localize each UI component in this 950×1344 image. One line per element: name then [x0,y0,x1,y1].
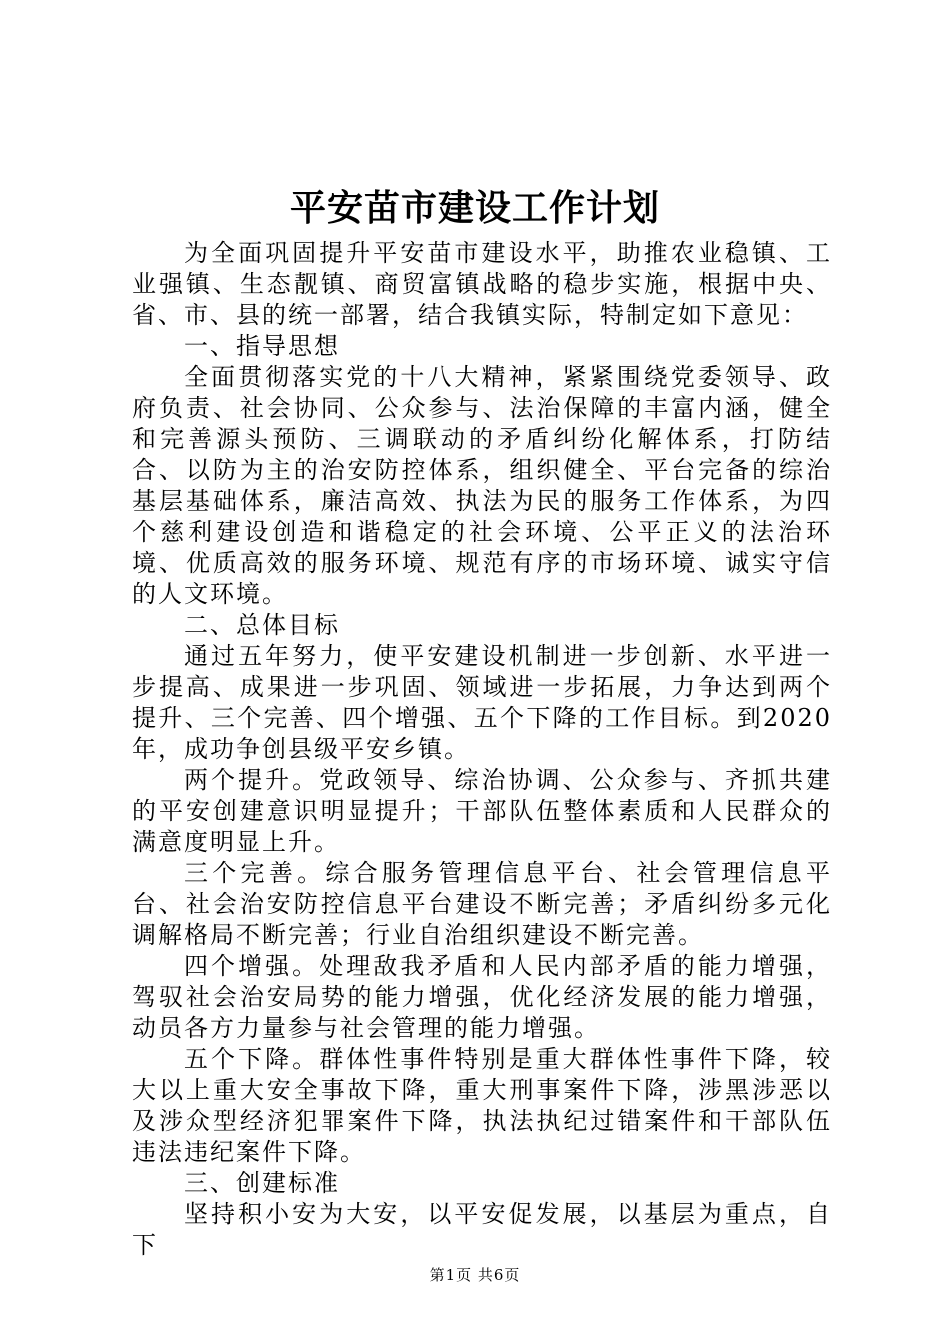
intro-paragraph: 为全面巩固提升平安苗市建设水平，助推农业稳镇、工业强镇、生态靓镇、商贸富镇战略的稳步实施，根据中央、省、市、县的统一部署，结合我镇实际，特制定如下意见： [132,239,832,329]
section-heading-guiding-thought: 一、指导思想 [184,332,340,360]
section-heading-overall-goal: 二、总体目标 [184,611,340,639]
four-enhancements-paragraph: 四个增强。处理敌我矛盾和人民内部矛盾的能力增强，驾驭社会治安局势的能力增强，优化经济发展的能力增强，动员各方力量参与社会管理的能力增强。 [132,952,832,1042]
section-heading-creation-standard: 三、创建标准 [184,1169,340,1197]
five-declines-paragraph: 五个下降。群体性事件特别是重大群体性事件下降，较大以上重大安全事故下降，重大刑事案件下降，涉黑涉恶以及涉众型经济犯罪案件下降，执法执纪过错案件和干部队伍违法违纪案件下降。 [132,1045,832,1166]
three-perfections-paragraph: 三个完善。综合服务管理信息平台、社会管理信息平台、社会治安防控信息平台建设不断完善；矛盾纠纷多元化调解格局不断完善；行业自治组织建设不断完善。 [132,859,832,949]
document-body [132,238,832,1261]
creation-standard-paragraph: 坚持积小安为大安，以平安促发展，以基层为重点，自下 [132,1200,832,1259]
document-title: 平安苗市建设工作计划 [289,187,660,229]
guiding-thought-paragraph: 全面贯彻落实党的十八大精神，紧紧围绕党委领导、政府负责、社会协同、公众参与、法治保障的丰富内涵，健全和完善源头预防、三调联动的矛盾纠纷化解体系，打防结合、以防为主的治安防控体系，组织健全、平台完备的综治基层基础体系，廉洁高效、执法为民的服务工作体系，为四个慈利建设创造和谐稳定的社会环境、公平正义的法治环境、优质高效的服务环境、规范有序的市场环境、诚实守信的人文环境。 [132,363,832,608]
page-footer: 第1页 共6页 [429,1266,521,1284]
two-improvements-paragraph: 两个提升。党政领导、综治协调、公众参与、齐抓共建的平安创建意识明显提升；干部队伍整体素质和人民群众的满意度明显上升。 [132,766,832,856]
overall-goal-paragraph: 通过五年努力，使平安建设机制进一步创新、水平进一步提高、成果进一步巩固、领域进一步拓展，力争达到两个提升、三个完善、四个增强、五个下降的工作目标。到2020年，成功争创县级平安乡镇。 [132,642,832,763]
